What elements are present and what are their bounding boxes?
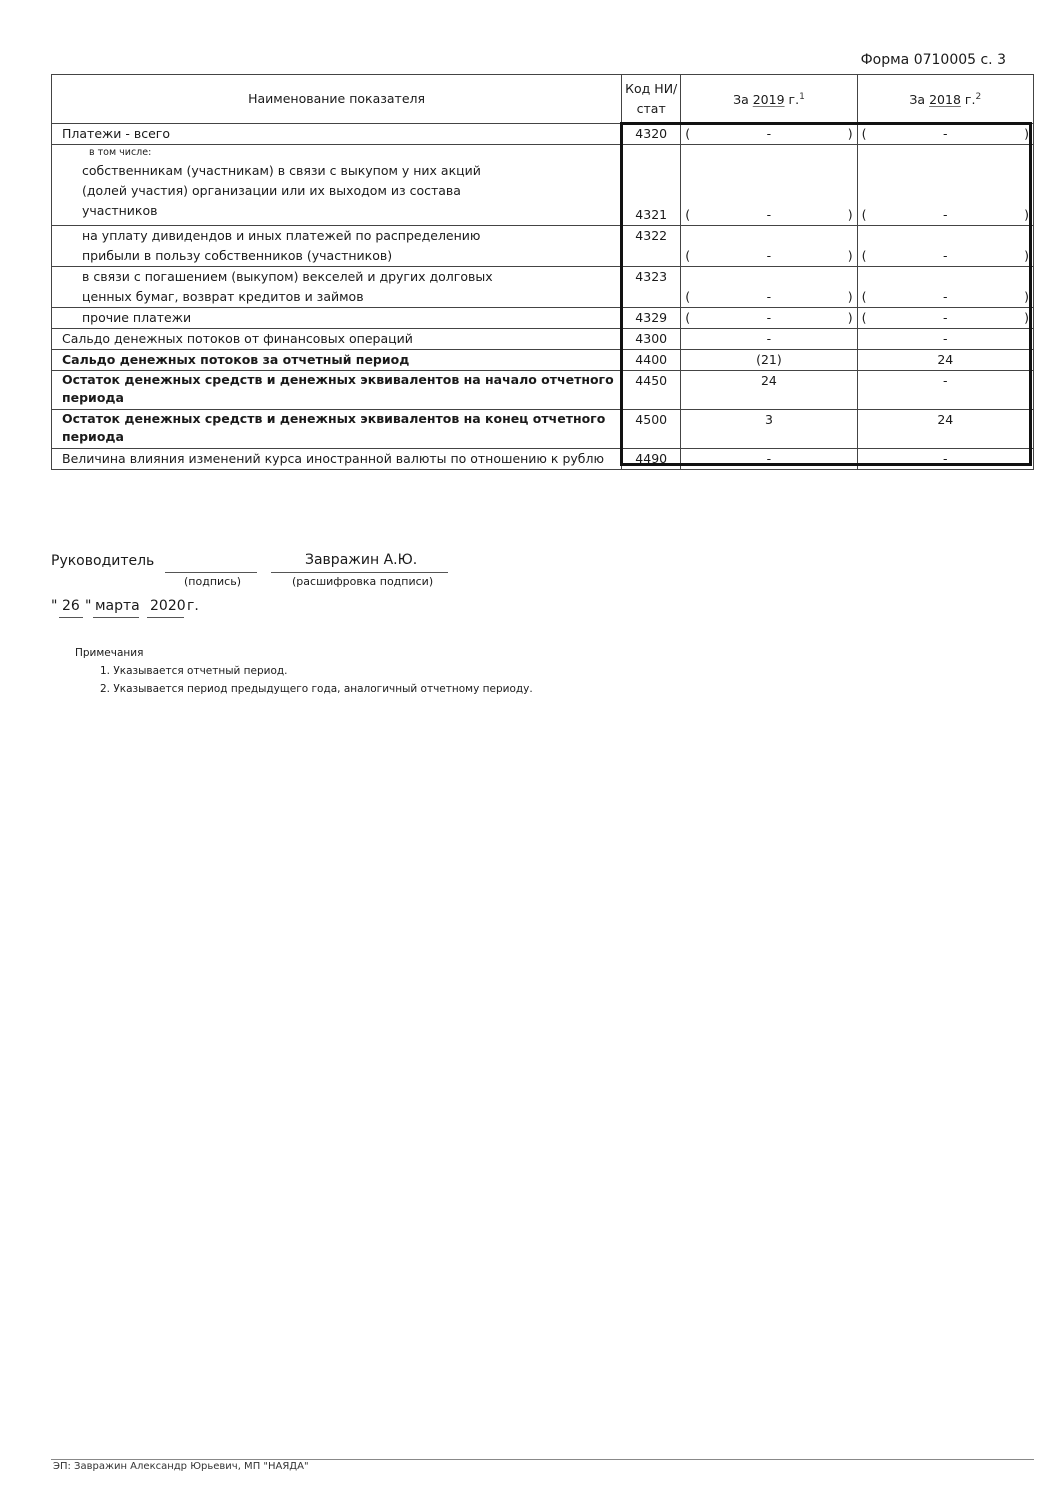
note-item: 1. Указывается отчетный период. [100, 665, 288, 677]
row-value-previous: - [857, 371, 1033, 410]
table-row [52, 145, 1034, 226]
signer-name-line [271, 572, 448, 573]
row-value-current: 24 [681, 371, 857, 410]
value-text: - [943, 310, 948, 325]
paren-open: ( [685, 248, 691, 263]
row-code: 4320 [622, 124, 681, 145]
table-row [52, 350, 1034, 371]
row-name [52, 410, 622, 449]
value-text: - [766, 289, 772, 304]
row-value-current [681, 145, 857, 226]
footer-signature: ЭП: Завражин Александр Юрьевич, МП "НАЯДА" [53, 1461, 309, 1472]
row-value-current: - [681, 329, 857, 350]
row-value-current [681, 124, 857, 145]
row-name [52, 145, 622, 226]
row-name-line: периода [62, 390, 124, 405]
notes [75, 644, 533, 698]
period-previous-year: 2018 [929, 92, 961, 108]
row-value-current: - [681, 449, 857, 470]
paren-open: ( [861, 310, 867, 325]
row-intro: в том числе: [89, 147, 152, 158]
table-row [52, 371, 1034, 410]
period-current-suffix: г. [788, 92, 800, 108]
value-text: - [943, 126, 948, 141]
row-name-line: собственникам (участникам) в связи с выкупом у них акций [82, 163, 481, 178]
period-previous-suffix: г. [964, 92, 976, 108]
value-text: - [766, 248, 772, 263]
footer-divider [51, 1459, 1034, 1460]
cash-flow-table [51, 74, 1034, 470]
header-code [622, 75, 681, 124]
date-year: 2020 [150, 598, 186, 614]
period-current-year: 2019 [752, 92, 785, 108]
row-value-current [681, 308, 857, 329]
value-text: - [766, 207, 772, 222]
signature-line [165, 572, 257, 573]
table-header-row [52, 75, 1034, 124]
row-name [52, 267, 622, 308]
paren-open: ( [861, 248, 867, 263]
signature-caption: (подпись) [184, 575, 241, 588]
header-indicator-name: Наименование показателя [52, 75, 622, 124]
paren-open: ( [861, 207, 867, 222]
row-value-current: 3 [681, 410, 857, 449]
row-value-previous: - [857, 449, 1033, 470]
row-value-previous [857, 267, 1033, 308]
row-name-line: участников [82, 203, 158, 218]
row-code: 4329 [622, 308, 681, 329]
row-name-line: Остаток денежных средств и денежных эквивалентов на конец отчетного [62, 411, 606, 426]
value-text: - [943, 207, 948, 222]
row-code: 4400 [622, 350, 681, 371]
row-value-previous [857, 124, 1033, 145]
header-period-current [681, 75, 857, 124]
header-period-previous [857, 75, 1033, 124]
table-row [52, 308, 1034, 329]
value-text: - [943, 289, 948, 304]
signer-name: Завражин А.Ю. [305, 552, 418, 568]
paren-close: ) [847, 248, 853, 263]
row-name: Платежи - всего [52, 124, 622, 145]
row-code: 4323 [622, 267, 681, 308]
paren-close: ) [847, 126, 853, 141]
date-month-line [93, 617, 139, 618]
row-value-previous: 24 [857, 350, 1033, 371]
table-row [52, 226, 1034, 267]
paren-open: ( [685, 289, 691, 304]
row-code: 4322 [622, 226, 681, 267]
paren-close: ) [1024, 207, 1029, 222]
footnote-ref-1: 1 [799, 92, 805, 103]
paren-close: ) [847, 207, 853, 222]
footnote-ref-2: 2 [975, 92, 982, 103]
row-name-line: на уплату дивидендов и иных платежей по распределению [82, 228, 481, 243]
date-year-line [147, 617, 184, 618]
date-quote-close: " [85, 598, 92, 614]
row-value-current [681, 226, 857, 267]
paren-close: ) [1024, 248, 1029, 263]
table-row [52, 124, 1034, 145]
paren-open: ( [685, 126, 691, 141]
date-quote-open: " [51, 598, 58, 614]
row-name [52, 308, 622, 329]
row-name [52, 371, 622, 410]
table-row [52, 410, 1034, 449]
row-name: Сальдо денежных потоков от финансовых операций [52, 329, 622, 350]
paren-close: ) [847, 310, 853, 325]
row-name: Величина влияния изменений курса иностранной валюты по отношению к рублю [52, 449, 622, 470]
paren-open: ( [861, 289, 867, 304]
row-value-current [681, 267, 857, 308]
row-value-previous [857, 308, 1033, 329]
period-current-prefix: За [733, 92, 749, 108]
paren-close: ) [1024, 289, 1029, 304]
paren-close: ) [1024, 310, 1029, 325]
row-code: 4450 [622, 371, 681, 410]
row-value-previous: - [857, 329, 1033, 350]
form-code: Форма 0710005 с. 3 [860, 52, 1006, 68]
row-name [52, 226, 622, 267]
row-value-previous [857, 145, 1033, 226]
row-name-line: ценных бумаг, возврат кредитов и займов [82, 289, 364, 304]
date-year-suffix: г. [187, 598, 199, 614]
row-code: 4490 [622, 449, 681, 470]
value-text: - [943, 248, 948, 263]
row-name: Сальдо денежных потоков за отчетный период [52, 350, 622, 371]
row-name-line: (долей участия) организации или их выходом из состава [82, 183, 461, 198]
value-text: - [766, 126, 772, 141]
paren-open: ( [685, 310, 691, 325]
paren-open: ( [685, 207, 691, 222]
row-name-line: в связи с погашением (выкупом) векселей и других долговых [82, 269, 493, 284]
row-name-line: прочие платежи [82, 310, 192, 325]
date-day-line [59, 617, 83, 618]
value-text: - [766, 310, 772, 325]
row-code-text: 4321 [635, 207, 668, 222]
row-code [622, 145, 681, 226]
table-row [52, 267, 1034, 308]
notes-title: Примечания [75, 647, 144, 659]
note-item: 2. Указывается период предыдущего года, аналогичный отчетному периоду. [100, 683, 533, 695]
paren-close: ) [847, 289, 853, 304]
header-code-label: Код НИ/ стат [625, 81, 678, 116]
signer-role: Руководитель [51, 553, 155, 569]
row-code: 4500 [622, 410, 681, 449]
period-previous-prefix: За [909, 92, 926, 108]
row-value-previous: 24 [857, 410, 1033, 449]
paren-open: ( [861, 126, 867, 141]
row-code: 4300 [622, 329, 681, 350]
date-day: 26 [62, 598, 80, 614]
row-value-previous [857, 226, 1033, 267]
signer-name-caption: (расшифровка подписи) [292, 575, 434, 588]
row-name-line: периода [62, 429, 124, 444]
row-value-current: (21) [681, 350, 857, 371]
row-name-line: прибыли в пользу собственников (участников) [82, 248, 393, 263]
table-row [52, 449, 1034, 470]
date-month: марта [95, 598, 140, 614]
table-row [52, 329, 1034, 350]
paren-close: ) [1024, 126, 1029, 141]
row-name-line: Остаток денежных средств и денежных эквивалентов на начало отчетного [62, 372, 614, 387]
